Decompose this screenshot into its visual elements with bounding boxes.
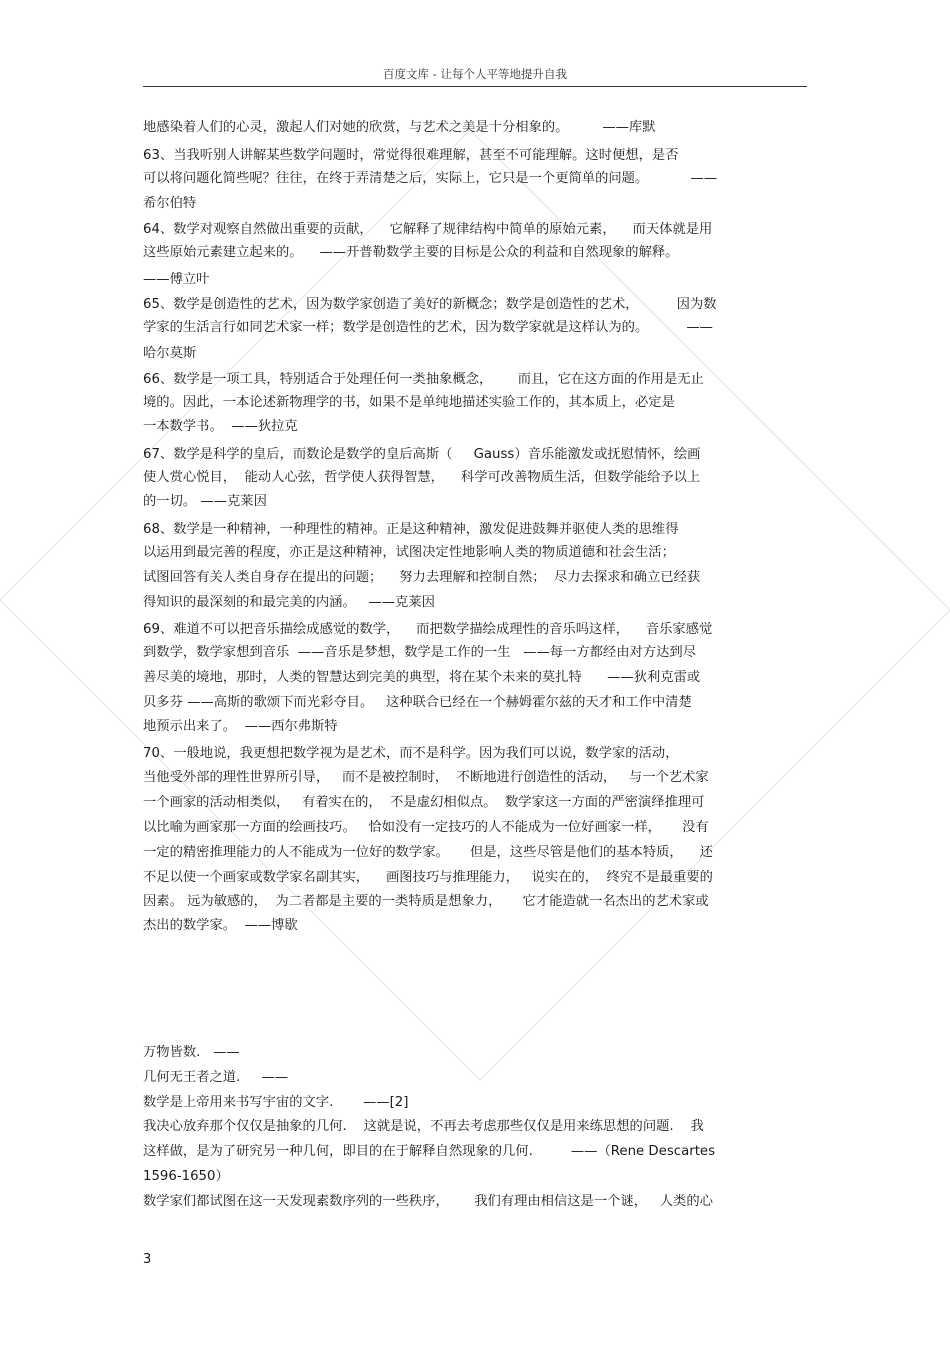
text-line: 学家的生活言行如同艺术家一样；数学是创造性的艺术，因为数学家就是这样认为的。 —— xyxy=(143,320,713,335)
text-line: 杰出的数学家。 ——博歇 xyxy=(143,918,298,933)
text-line: 70、一般地说，我更想把数学视为是艺术，而不是科学。因为我们可以说，数学家的活动， xyxy=(143,746,679,761)
text-line: 得知识的最深刻的和最完美的内涵。 ——克莱因 xyxy=(143,595,435,610)
text-line: 以运用到最完善的程度，亦正是这种精神，试图决定性地影响人类的物质道德和社会生活； xyxy=(143,545,675,560)
text-line: 试图回答有关人类自身存在提出的问题； 努力去理解和控制自然； 尽力去探求和确立已经获 xyxy=(143,570,701,585)
text-line: 66、数学是一项工具，特别适合于处理任何一类抽象概念， 而且，它在这方面的作用是无止 xyxy=(143,372,704,387)
text-line: 64、数学对观察自然做出重要的贡献， 它解释了规律结构中简单的原始元素， 而天体就是用 xyxy=(143,222,713,237)
text-line: 1596-1650） xyxy=(143,1169,229,1184)
text-line: 这样做，是为了研究另一种几何，即目的在于解释自然现象的几何. ——（Rene Descartes xyxy=(143,1144,716,1159)
text-line: 不足以使一个画家或数学家名副其实， 画图技巧与推理能力， 说实在的， 终究不是最重要的 xyxy=(143,870,713,885)
text-line: 63、当我听别人讲解某些数学问题时，常觉得很难理解，甚至不可能理解。这时便想，是否 xyxy=(143,148,679,163)
text-line: 一本数学书。 ——狄拉克 xyxy=(143,419,298,434)
text-line: 一定的精密推理能力的人不能成为一位好的数学家。 但是，这些尽管是他们的基本特质， 还 xyxy=(143,845,713,860)
text-line: 当他受外部的理性世界所引导， 而不是被控制时， 不断地进行创造性的活动， 与一个艺术家 xyxy=(143,770,709,785)
text-line: 善尽美的境地，那时，人类的智慧达到完美的典型，将在某个未来的莫扎特 ——狄利克雷或 xyxy=(143,670,701,685)
text-line: 数学是上帝用来书写宇宙的文字. ——[2] xyxy=(143,1095,409,1110)
text-line: 贝多芬 ——高斯的歌颂下而光彩夺目。 这种联合已经在一个赫姆霍尔兹的天才和工作中清楚 xyxy=(143,695,692,710)
page-number: 3 xyxy=(143,1252,152,1267)
text-line: 境的。因此，一本论述新物理学的书，如果不是单纯地描述实验工作的，其本质上，必定是 xyxy=(143,395,675,410)
text-line: 68、数学是一种精神，一种理性的精神。正是这种精神，激发促进鼓舞并驱使人类的思维得 xyxy=(143,522,679,537)
text-line: 使人赏心悦目， 能动人心弦，哲学使人获得智慧， 科学可改善物质生活，但数学能给予以上 xyxy=(143,470,701,485)
text-line: 希尔伯特 xyxy=(143,196,197,211)
text-line: 一个画家的活动相类似， 有着实在的， 不是虚幻相似点。 数学家这一方面的严密演绎推理可 xyxy=(143,795,705,810)
text-line: 可以将问题化简些呢？往往，在终于弄清楚之后，实际上，它只是一个更简单的问题。 —— xyxy=(143,171,718,186)
text-line: 因素。 远为敏感的， 为二者都是主要的一类特质是想象力， 它才能造就一名杰出的艺术家或 xyxy=(143,894,709,909)
text-line: 万物皆数. —— xyxy=(143,1045,240,1060)
text-line: ——傅立叶 xyxy=(143,272,210,287)
text-line: 数学家们都试图在这一天发现素数序列的一些秩序， 我们有理由相信这是一个谜， 人类的心 xyxy=(143,1194,713,1209)
text-line: 到数学，数学家想到音乐 ——音乐是梦想，数学是工作的一生 ——每一方都经由对方达到尽 xyxy=(143,645,697,660)
text-line: 69、难道不可以把音乐描绘成感觉的数学， 而把数学描绘成理性的音乐吗这样， 音乐家感觉 xyxy=(143,622,713,637)
text-line: 的一切。 ——克莱因 xyxy=(143,494,267,509)
text-line: 地预示出来了。 ——西尔弗斯特 xyxy=(143,719,338,734)
text-line: 几何无王者之道. —— xyxy=(143,1070,289,1085)
text-line: 以比喻为画家那一方面的绘画技巧。 恰如没有一定技巧的人不能成为一位好画家一样， 没有 xyxy=(143,820,709,835)
page-header: 百度文库 - 让每个人平等地提升自我 xyxy=(143,64,807,87)
text-line: 67、数学是科学的皇后，而数论是数学的皇后高斯（ Gauss）音乐能激发或抚慰情怀，绘画 xyxy=(143,447,701,462)
text-line: 我决心放弃那个仅仅是抽象的几何. 这就是说，不再去考虑那些仅仅是用来练思想的问题. 我 xyxy=(143,1119,704,1134)
text-line: 65、数学是创造性的艺术，因为数学家创造了美好的新概念；数学是创造性的艺术， 因为数 xyxy=(143,297,717,312)
text-line: 地感染着人们的心灵，激起人们对她的欣赏，与艺术之美是十分相象的。 ——库默 xyxy=(143,120,656,135)
text-line: 哈尔莫斯 xyxy=(143,346,197,361)
text-line: 这些原始元素建立起来的。 ——开普勒数学主要的目标是公众的利益和自然现象的解释。 xyxy=(143,245,679,260)
